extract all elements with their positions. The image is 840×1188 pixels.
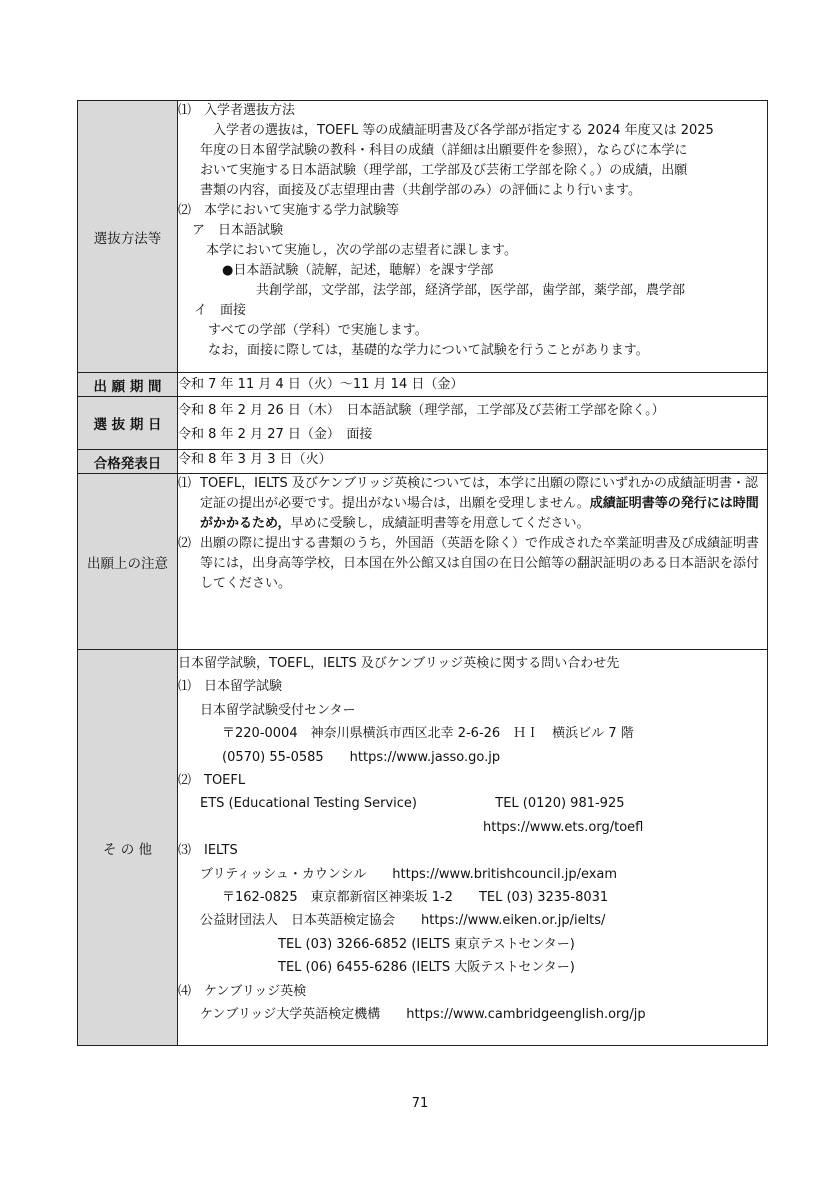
note-text-bold: 成績証明書等の発行には時間がかかるため， bbox=[200, 496, 759, 531]
toefl-url: https://www.ets.org/toefl bbox=[483, 819, 644, 835]
label-application-period: 出 願 期 間 bbox=[78, 373, 178, 397]
admission-info-table bbox=[77, 100, 768, 1046]
announcement-value: 令和 8 年 3 月 3 日（火） bbox=[178, 450, 768, 474]
note-item-1 bbox=[178, 474, 767, 534]
interview-text: すべての学部（学科）で実施します。 bbox=[208, 323, 428, 338]
selection-heading-2: ⑵ 本学において実施する学力試験等 bbox=[178, 203, 400, 218]
label-selection-dates: 選 抜 期 日 bbox=[78, 397, 178, 450]
interview-heading: イ 面接 bbox=[194, 303, 247, 318]
toefl-tel: TEL (0120) 981-925 bbox=[495, 796, 625, 812]
note-text: 出願の際に提出する書類のうち，外国語（英語を除く）で作成された卒業証明書及び成績証明書等には，出身高等学校，日本国在外公館又は自国の在日公館等の翻訳証明のある日本語訳を添付してください。 bbox=[200, 536, 760, 591]
note-text-part: 早めに受験し，成績証明書等を用意してください。 bbox=[290, 516, 590, 531]
row-selection-method bbox=[78, 101, 768, 373]
eju-heading: ⑴ 日本留学試験 bbox=[178, 679, 283, 695]
note-text-part: TOEFL，IELTS 及びケンブリッジ英検については，本学に出願の際にいずれかの成績証明書・認定証の提出が必要です。提出がない場合は，出願を受理しません。 bbox=[200, 476, 758, 511]
toefl-org-line bbox=[178, 792, 767, 815]
other-content bbox=[178, 650, 768, 1046]
selection-paragraph-line: 入学者の選抜は，TOEFL 等の成績証明書及び各学部が指定する 2024 年度又は 2025 bbox=[200, 123, 714, 138]
selection-heading-1: ⑴ 入学者選抜方法 bbox=[178, 103, 296, 118]
row-application-period bbox=[78, 373, 768, 397]
selection-paragraph-line: おいて実施する日本語試験（理学部，工学部及び芸術工学部を除く。）の成績，出願 bbox=[200, 163, 688, 178]
ielts-eiken: 公益財団法人 日本英語検定協会 https://www.eiken.or.jp/ielts/ bbox=[200, 913, 606, 929]
note-text bbox=[200, 474, 767, 534]
japanese-test-bullet: ●日本語試験（読解，記述，聴解）を課す学部 bbox=[222, 263, 494, 278]
row-announcement bbox=[78, 450, 768, 474]
ielts-british-council-address: 〒162-0825 東京都新宿区神楽坂 1-2 TEL (03) 3235-8031 bbox=[222, 890, 609, 906]
cambridge-org: ケンブリッジ大学英語検定機構 https://www.cambridgeenglish.org/jp bbox=[200, 1007, 646, 1023]
label-application-notes: 出願上の注意 bbox=[78, 474, 178, 650]
label-announcement: 合格発表日 bbox=[78, 450, 178, 474]
ielts-british-council: ブリティッシュ・カウンシル https://www.britishcouncil.jp/exam bbox=[200, 866, 618, 882]
eju-center: 日本留学試験受付センター bbox=[200, 702, 356, 718]
japanese-test-text: 本学において実施し，次の学部の志望者に課します。 bbox=[206, 243, 517, 258]
japanese-test-faculties: 共創学部，文学部，法学部，経済学部，医学部，歯学部，薬学部，農学部 bbox=[256, 283, 686, 298]
selection-dates-content bbox=[178, 397, 768, 450]
content-selection-method bbox=[178, 101, 768, 373]
eju-address: 〒220-0004 神奈川県横浜市西区北幸 2-6-26 ＨＩ 横浜ビル 7 階 bbox=[222, 726, 634, 742]
toefl-heading: ⑵ TOEFL bbox=[178, 773, 246, 789]
page-number: 71 bbox=[411, 1096, 429, 1111]
cambridge-heading: ⑷ ケンブリッジ英検 bbox=[178, 983, 307, 999]
selection-paragraph bbox=[178, 121, 767, 201]
ielts-osaka-tel: TEL (06) 6455-6286 (IELTS 大阪テストセンター) bbox=[278, 960, 575, 976]
selection-paragraph-line: 年度の日本留学試験の教科・科目の成績（詳細は出願要件を参照），ならびに本学に bbox=[200, 143, 688, 158]
note-number: ⑴ bbox=[178, 476, 192, 491]
interview-note: なお，面接に際しては，基礎的な学力について試験を行うことがあります。 bbox=[208, 343, 649, 358]
ielts-heading: ⑶ IELTS bbox=[178, 843, 238, 859]
row-application-notes bbox=[78, 474, 768, 650]
row-selection-dates bbox=[78, 397, 768, 450]
selection-date-interview: 令和 8 年 2 月 27 日（金） 面接 bbox=[178, 427, 373, 442]
application-period-value: 令和 7 年 11 月 4 日（火）～11 月 14 日（金） bbox=[178, 373, 768, 397]
contacts-heading: 日本留学試験，TOEFL，IELTS 及びケンブリッジ英検に関する問い合わせ先 bbox=[178, 656, 620, 671]
note-number: ⑵ bbox=[178, 536, 192, 551]
row-other bbox=[78, 650, 768, 1046]
selection-date-japanese: 令和 8 年 2 月 26 日（木） 日本語試験（理学部，工学部及び芸術工学部を除く。） bbox=[178, 403, 665, 418]
note-item-2 bbox=[178, 534, 767, 594]
ielts-tokyo-tel: TEL (03) 3266-6852 (IELTS 東京テストセンター) bbox=[278, 936, 575, 952]
application-notes-content bbox=[178, 474, 768, 650]
toefl-org: ETS (Educational Testing Service) bbox=[200, 796, 417, 812]
label-selection-method: 選抜方法等 bbox=[78, 101, 178, 373]
japanese-test-heading: ア 日本語試験 bbox=[192, 223, 284, 238]
eju-contact: (0570) 55-0585 https://www.jasso.go.jp bbox=[222, 749, 501, 765]
selection-paragraph-line: 書類の内容，面接及び志望理由書（共創学部のみ）の評価により行います。 bbox=[200, 183, 641, 198]
label-other: そ の 他 bbox=[78, 650, 178, 1046]
